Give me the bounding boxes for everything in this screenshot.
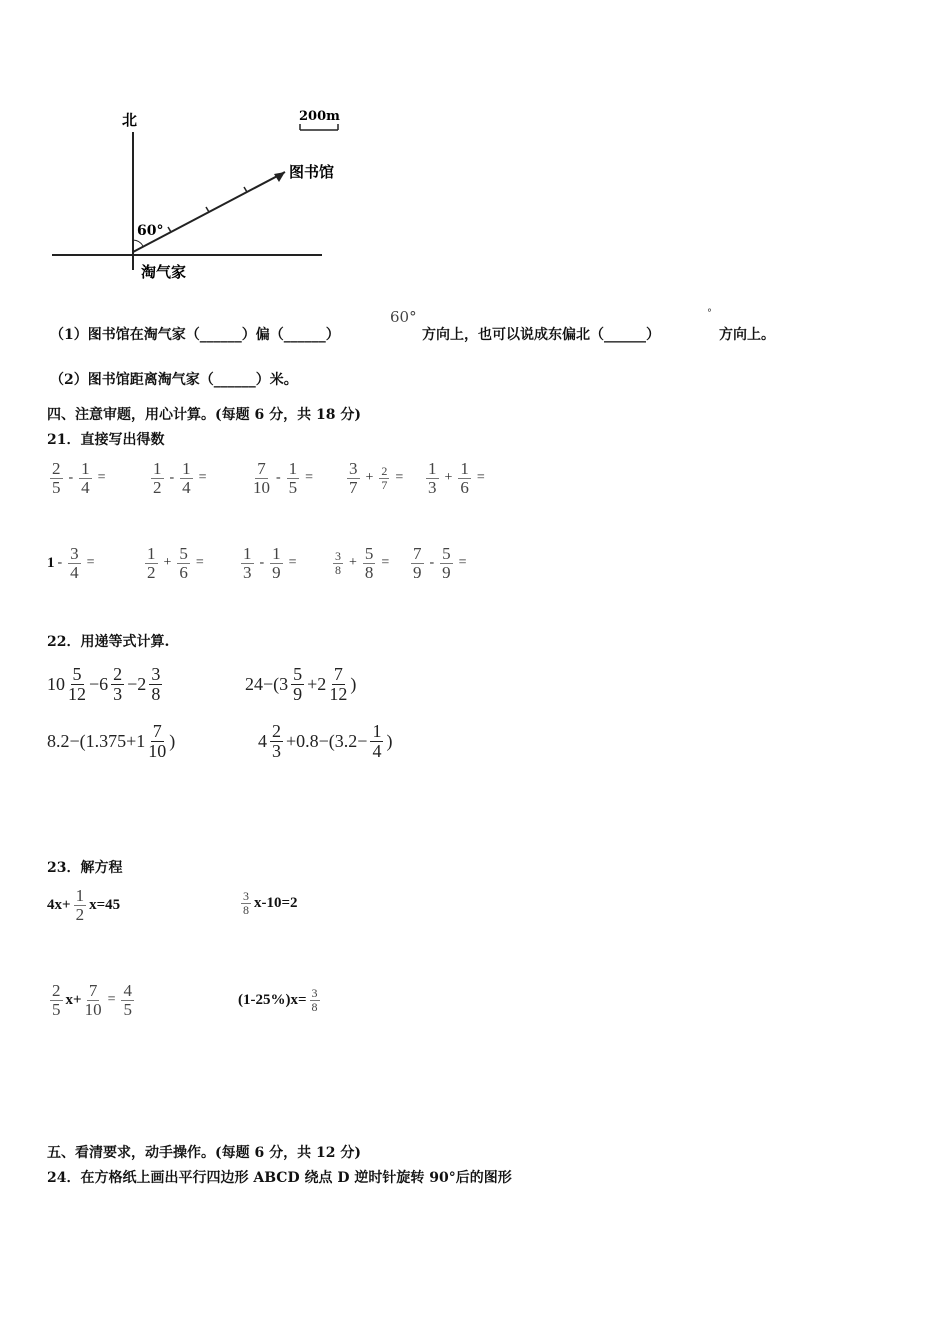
fraction bbox=[50, 460, 63, 497]
denominator: 8 bbox=[151, 683, 161, 704]
expression-text: x-10=2 bbox=[254, 894, 298, 911]
expression-text: (1-25%)x= bbox=[238, 991, 307, 1008]
denominator: 4 bbox=[372, 740, 382, 761]
fraction bbox=[411, 545, 424, 582]
q23-equation bbox=[238, 890, 298, 916]
fraction bbox=[68, 545, 81, 582]
expression-text: 4x+ bbox=[47, 896, 71, 913]
expression-text: 10 bbox=[47, 673, 65, 694]
numerator: 2 bbox=[272, 721, 281, 741]
q21-expression bbox=[330, 545, 392, 582]
operator: - bbox=[68, 470, 74, 486]
numerator: 4 bbox=[123, 981, 132, 1000]
denominator: 5 bbox=[288, 477, 298, 497]
numerator: 3 bbox=[70, 544, 79, 563]
fraction bbox=[426, 460, 439, 497]
operator: = bbox=[107, 992, 116, 1008]
section-5-heading: 五、看清要求，动手操作。(每题 6 分，共 12 分) bbox=[47, 1145, 361, 1161]
q21-expression bbox=[250, 460, 316, 497]
expression-text: ) bbox=[350, 673, 357, 694]
q22-title: 22．用递等式计算. bbox=[47, 634, 170, 650]
fraction bbox=[111, 665, 124, 704]
fraction bbox=[149, 665, 162, 704]
fraction bbox=[85, 982, 102, 1019]
operator: = bbox=[198, 470, 207, 486]
numerator: 5 bbox=[72, 664, 82, 684]
fraction bbox=[370, 722, 383, 761]
denominator: 4 bbox=[182, 477, 191, 497]
q23-title: 23．解方程 bbox=[47, 860, 123, 876]
denominator: 2 bbox=[153, 477, 162, 497]
numerator: 3 bbox=[335, 549, 341, 564]
expression-text: 8.2−(1.375+1 bbox=[47, 730, 146, 751]
fraction bbox=[74, 887, 87, 924]
q22-expression bbox=[47, 665, 165, 704]
fraction bbox=[270, 545, 283, 582]
north-label: 北 bbox=[122, 111, 138, 129]
operator: = bbox=[288, 555, 297, 571]
operator: - bbox=[276, 470, 281, 486]
angle-label: 60° bbox=[137, 223, 164, 239]
denominator: 9 bbox=[272, 562, 281, 582]
denominator: 3 bbox=[243, 562, 252, 582]
fraction bbox=[270, 722, 283, 761]
denominator: 3 bbox=[272, 740, 281, 761]
denominator: 8 bbox=[243, 902, 249, 917]
fraction bbox=[253, 460, 270, 497]
denominator: 3 bbox=[113, 683, 123, 704]
operator: - bbox=[169, 470, 175, 486]
expression-text: ) bbox=[386, 730, 393, 751]
numerator: 7 bbox=[413, 544, 422, 563]
denominator: 12 bbox=[329, 683, 348, 704]
numerator: 2 bbox=[113, 664, 123, 684]
expression-text: +0.8−(3.2− bbox=[286, 730, 368, 751]
expression-text: 1 bbox=[47, 554, 55, 571]
denominator: 9 bbox=[442, 562, 451, 582]
expression-text: +2 bbox=[307, 673, 327, 694]
q21-expression bbox=[238, 545, 300, 582]
expression-text: x=45 bbox=[89, 896, 121, 913]
fraction bbox=[329, 665, 347, 704]
scale-label: 200m bbox=[299, 109, 340, 124]
numerator: 1 bbox=[153, 459, 162, 478]
operator: = bbox=[305, 470, 314, 486]
q22-expression bbox=[47, 722, 175, 761]
operator: - bbox=[57, 555, 63, 571]
numerator: 3 bbox=[243, 889, 249, 903]
q21-expression bbox=[47, 460, 109, 497]
q21-expression bbox=[344, 460, 406, 497]
q21-expression bbox=[47, 545, 98, 582]
operator: + bbox=[444, 470, 453, 486]
fraction bbox=[347, 460, 360, 497]
numerator: 2 bbox=[381, 464, 388, 479]
operator: + bbox=[163, 555, 172, 571]
numerator: 7 bbox=[88, 981, 98, 1000]
q21-expression bbox=[423, 460, 488, 497]
expression-text: −2 bbox=[127, 673, 147, 694]
q23-equation bbox=[47, 887, 120, 924]
numerator: 5 bbox=[442, 544, 451, 563]
q20-sup-60: 60° bbox=[390, 308, 417, 326]
denominator: 10 bbox=[253, 477, 270, 497]
denominator: 10 bbox=[148, 740, 167, 761]
fraction bbox=[310, 987, 320, 1013]
numerator: 1 bbox=[75, 886, 85, 905]
numerator: 7 bbox=[333, 664, 343, 684]
operator: = bbox=[476, 470, 485, 486]
operator: = bbox=[97, 470, 106, 486]
fraction bbox=[287, 460, 300, 497]
denominator: 4 bbox=[70, 562, 79, 582]
q22-expression bbox=[245, 665, 356, 704]
expression-text: 4 bbox=[258, 730, 267, 751]
expression-text: ) bbox=[169, 730, 176, 751]
denominator: 5 bbox=[52, 477, 61, 497]
denominator: 3 bbox=[428, 477, 437, 497]
numerator: 1 bbox=[372, 721, 382, 741]
numerator: 2 bbox=[52, 981, 61, 1000]
expression-text: x+ bbox=[65, 991, 82, 1008]
fraction bbox=[121, 982, 134, 1019]
operator: - bbox=[429, 555, 435, 571]
fraction bbox=[458, 460, 471, 497]
denominator: 2 bbox=[75, 904, 85, 924]
denominator: 6 bbox=[179, 562, 188, 582]
operator: + bbox=[349, 555, 357, 571]
denominator: 5 bbox=[123, 999, 132, 1019]
fraction bbox=[177, 545, 190, 582]
q21-expression bbox=[148, 460, 210, 497]
library-label: 图书馆 bbox=[289, 163, 335, 181]
numerator: 5 bbox=[364, 544, 374, 563]
numerator: 1 bbox=[460, 459, 469, 478]
fraction bbox=[379, 465, 389, 491]
operator: = bbox=[195, 555, 204, 571]
expression-text: 24−(3 bbox=[245, 673, 289, 694]
numerator: 1 bbox=[243, 544, 252, 563]
numerator: 1 bbox=[182, 459, 191, 478]
fraction bbox=[79, 460, 92, 497]
denominator: 9 bbox=[413, 562, 422, 582]
q23-equation bbox=[238, 987, 323, 1013]
denominator: 12 bbox=[68, 683, 86, 704]
operator: = bbox=[458, 555, 467, 571]
q21-expression bbox=[408, 545, 470, 582]
fraction bbox=[241, 545, 254, 582]
denominator: 7 bbox=[381, 477, 388, 492]
denominator: 5 bbox=[52, 999, 61, 1019]
fraction bbox=[180, 460, 193, 497]
numerator: 1 bbox=[81, 459, 90, 478]
numerator: 7 bbox=[257, 459, 266, 478]
numerator: 1 bbox=[428, 459, 437, 478]
operator: = bbox=[86, 555, 95, 571]
fraction bbox=[291, 665, 304, 704]
numerator: 1 bbox=[147, 544, 156, 563]
fraction bbox=[145, 545, 158, 582]
q20-part2: （2）图书馆距离淘气家（______）米。 bbox=[50, 372, 298, 388]
q23-equation bbox=[47, 982, 137, 1019]
fraction bbox=[440, 545, 453, 582]
operator: - bbox=[259, 555, 265, 571]
q21-title: 21．直接写出得数 bbox=[47, 432, 165, 448]
q24-text: 24．在方格纸上画出平行四边形 ABCD 绕点 D 逆时针旋转 90°后的图形 bbox=[47, 1170, 512, 1186]
fraction bbox=[363, 545, 376, 582]
operator: = bbox=[395, 470, 404, 486]
angle-arc bbox=[133, 240, 143, 246]
numerator: 1 bbox=[288, 459, 298, 478]
operator: = bbox=[381, 555, 390, 571]
fraction bbox=[50, 982, 63, 1019]
expression-text: −6 bbox=[89, 673, 109, 694]
denominator: 8 bbox=[311, 999, 318, 1014]
operator: + bbox=[365, 470, 374, 486]
fraction bbox=[148, 722, 166, 761]
numerator: 5 bbox=[293, 664, 303, 684]
q20-part1-a: （1）图书馆在淘气家（______）偏（______） bbox=[50, 327, 340, 343]
q22-expression bbox=[258, 722, 392, 761]
q20-part1-b: 方向上，也可以说成东偏北（______） bbox=[422, 327, 660, 343]
fraction bbox=[333, 550, 343, 576]
q20-part1-c: 方向上。 bbox=[719, 327, 775, 343]
numerator: 7 bbox=[152, 721, 162, 741]
q20-sup-degree: ° bbox=[707, 308, 712, 319]
numerator: 3 bbox=[349, 459, 358, 478]
numerator: 1 bbox=[272, 544, 281, 563]
fraction bbox=[68, 665, 86, 704]
denominator: 2 bbox=[147, 562, 156, 582]
direction-diagram bbox=[0, 90, 380, 290]
numerator: 3 bbox=[151, 664, 161, 684]
denominator: 8 bbox=[335, 562, 341, 577]
denominator: 6 bbox=[460, 477, 469, 497]
home-label: 淘气家 bbox=[141, 263, 187, 281]
denominator: 9 bbox=[293, 683, 303, 704]
fraction bbox=[241, 890, 251, 916]
section-4-heading: 四、注意审题，用心计算。(每题 6 分，共 18 分) bbox=[47, 407, 361, 423]
numerator: 5 bbox=[179, 544, 188, 563]
denominator: 10 bbox=[84, 999, 102, 1019]
numerator: 2 bbox=[52, 459, 61, 478]
fraction bbox=[151, 460, 164, 497]
denominator: 8 bbox=[364, 562, 374, 582]
numerator: 3 bbox=[311, 986, 318, 1000]
denominator: 4 bbox=[81, 477, 90, 497]
q21-expression bbox=[142, 545, 207, 582]
denominator: 7 bbox=[349, 477, 358, 497]
